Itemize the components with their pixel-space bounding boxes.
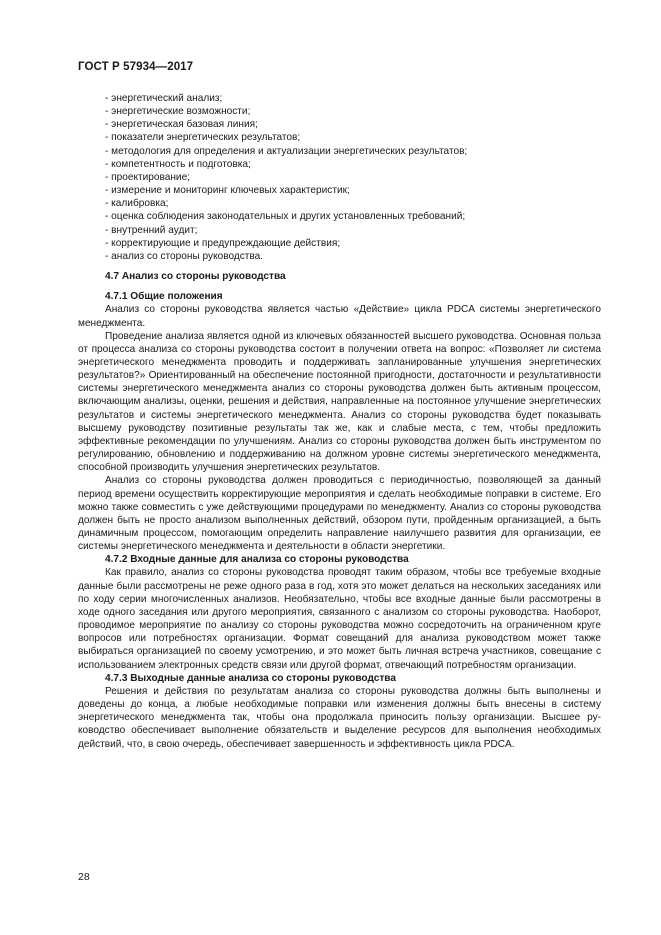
paragraph: Как правило, анализ со стороны руководства проводят таким образом, чтобы все требуемые входные данные были рассмотрены не реже одного раза в год, хотя это может делаться на нескольких заседаниях или по ходу серии многочисленных анализов. Необязательно, чтобы все входные данные были рассмотрены в ходе одного заседания или другого мероприятия, связанного с анализом со стороны руководства. Наоборот, проводимое мероприятие по анализу со стороны руководства можно сосредоточить на ограниченном круге вопросов или потребностях организации. Формат совещаний для анализа руководством может также выбираться организацией по своему усмотрению, и это может быть личная встреча участников, совещание с использованием электронных средств связи или другой формат, отвечающий потребностям организации. — [78, 567, 601, 671]
list-item: - энергетическая базовая линия; — [105, 119, 258, 131]
list-item: - измерение и мониторинг ключевых характеристик; — [105, 185, 350, 197]
section-heading-4-7-1: 4.7.1 Общие положения — [105, 291, 223, 303]
paragraph: Решения и действия по результатам анализа со стороны руководства должны быть выполнены и доведены до конца, а любые необходимые поправки или изменения должны быть внесены в систему энергетического менеджмента так, чтобы она продолжала приносить пользу организации. Высшее руководство обеспечивает выполнение обязательств и выделение ресурсов для выполнения необходимых действий, что, в свою очередь, обеспечивает завершенность и эффективность цикла PDCA. — [78, 685, 601, 750]
list-item: - проектирование; — [105, 171, 190, 183]
paragraph: Анализ со стороны руководства должен проводиться с периодичностью, позволяющей за данный период времени осуществить корректирующие мероприятия и сделать необходимые поправки в системе. Его можно также совместить с уже действующими процедурами по менеджменту. Анализ со стороны руководства должен быть не просто анализом выполненных действий, обзором пути, пройденным организацией, а быть динамичным процессом, помогающим определить направление наилучшего развития для организации, ее системы энергетического менеджмента и деятельности в области энергетики. — [78, 475, 601, 553]
list-item: - компетентность и подготовка; — [105, 158, 251, 170]
list-item: - энергетический анализ; — [105, 93, 223, 104]
list-item: - корректирующие и предупреждающие действия; — [105, 237, 341, 249]
page-number: 28 — [78, 871, 90, 883]
list-item: - калибровка; — [105, 198, 169, 210]
list-item: - методология для определения и актуализации энергетических результатов; — [105, 145, 468, 157]
paragraph: Анализ со стороны руководства является частью «Действие» цикла PDCA системы энергетического менеджмента. — [78, 304, 601, 329]
list-item: - внутренний аудит; — [105, 224, 198, 236]
list-item: - анализ со стороны руководства. — [105, 250, 264, 262]
section-heading-4-7: 4.7 Анализ со стороны руководства — [105, 271, 286, 283]
topic-list — [78, 92, 601, 263]
list-item: - оценка соблюдения законодательных и других установленных требований; — [105, 211, 466, 223]
list-item: - показатели энергетических результатов; — [105, 132, 301, 144]
section-heading-4-7-3: 4.7.3 Выходные данные анализа со стороны руководства — [105, 672, 396, 684]
standard-code-header: ГОСТ Р 57934—2017 — [78, 61, 194, 73]
list-item: - энергетические возможности; — [105, 106, 251, 118]
section-heading-4-7-2: 4.7.2 Входные данные для анализа со стороны руководства — [105, 554, 409, 566]
paragraph: Проведение анализа является одной из ключевых обязанностей высшего руководства. Основная польза от процесса анализа со стороны руководства состоит в получении ответа на вопрос: «Позволяет ли система энергетического менеджмента проводить и поддерживать запланированные улучшения энергетических результатов?» Ориентированный на обеспечение постоянной пригодности, достаточности и результативности системы энергетического менеджмента анализ со стороны руководства должен быть активным процессом, включающим анализы, оценки, решения и действия, направленные на постоянное улучшение энергетических результатов и системы энергетического менеджмента. Анализ со стороны руководства будет показывать высшему руководству позитивные результаты так же, как и слабые места, с тем, чтобы предложить эффективные рекомендации по улучшениям. Анализ со стороны руководства должен быть инструментом по регулированию, обновлению и поддерживанию на должном уровне системы энергетического менеджмента, способной производить улучшения энергетических результатов. — [78, 330, 601, 474]
page-content — [78, 92, 601, 751]
